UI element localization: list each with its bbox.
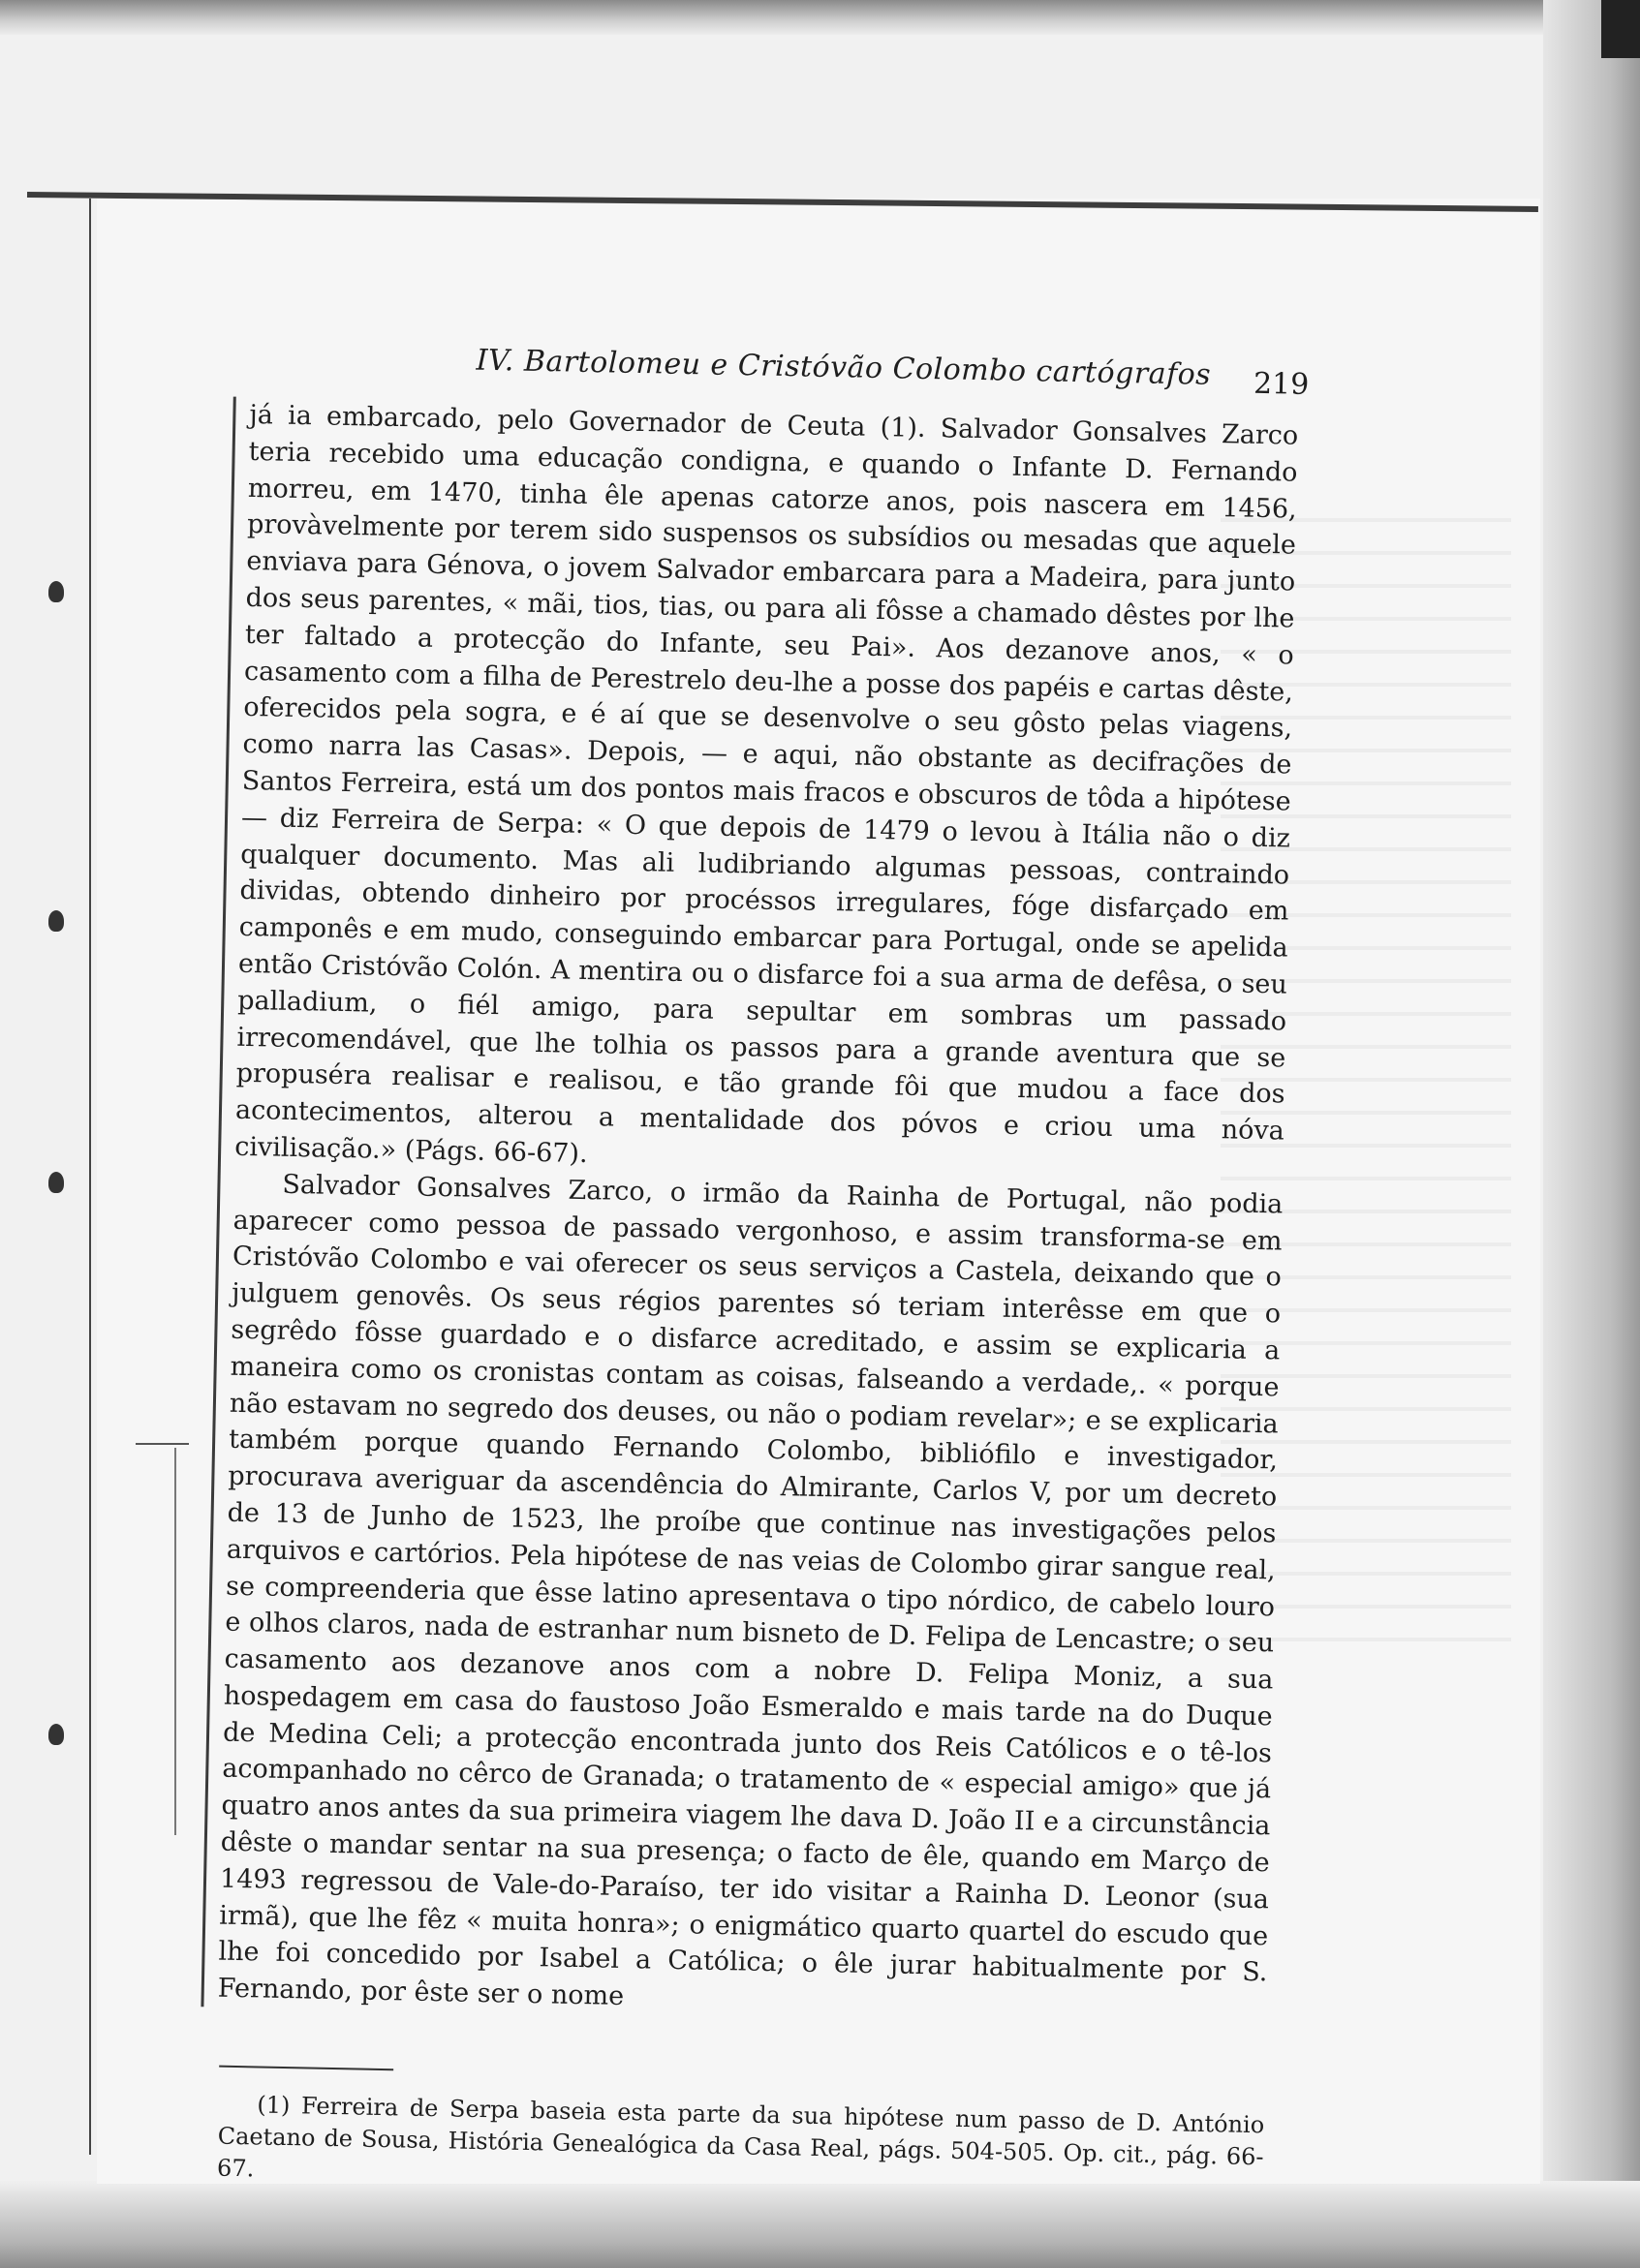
scan-top-edge	[0, 0, 1640, 35]
scan-corner-shadow	[1601, 0, 1640, 58]
running-title: IV. Bartolomeu e Cristóvão Colombo cartógrafos	[476, 343, 1212, 392]
page-content	[216, 339, 1310, 2205]
binding-hole	[48, 910, 64, 932]
margin-bracket-mark	[174, 1448, 176, 1835]
margin-arrow-mark	[136, 1443, 189, 1445]
paragraph: Salvador Gonsalves Zarco, o irmão da Rainha de Portugal, não podia aparecer como pessoa de passado vergonhoso, e assim transforma-se em Cristóvão Colombo e vai oferecer os seus serviços a Castela, deixando que o julguem genovês. Os seus régios parentes só teriam interêsse em que o segrêdo fôsse guardado e o disfarce acreditado, e assim se explicaria a maneira como os cronistas contam as coisas, falseando a verdade,. « porque não estavam no segredo dos deuses, ou não o podiam revelar»; e se explicaria também porque quando Fernando Colombo, bibliófilo e investigador, procurava averiguar da ascendência do Almirante, Carlos V, por um decreto de 13 de Junho de 1523, lhe proíbe que continue nas investigações pelos arquivos e cartórios. Pela hipótese de nas veias de Colombo girar sangue real, se compreenderia que êsse latino apresentava o tipo nórdico, de cabelo louro e olhos claros, nada de estranhar num bisneto de D. Felipa de Lencastre; o seu casamento aos dezanove anos com a nobre D. Felipa Moniz, a sua hospedagem em casa do faustoso João Esmeraldo e mais tarde na do Duque de Medina Celi; a protecção encontrada junto dos Reis Católicos e o tê-los acompanhado no cêrco de Granada; o tratamento de « especial amigo» que já quatro anos antes da sua primeira viagem lhe dava D. João II e a circunstância dêste o mandar sentar na sua presença; o facto de êle, quando em Março de 1493 regressou de Vale-do-Paraíso, ter ido visitar a Rainha D. Leonor (sua irmã), que lhe fêz « muita honra»; o enigmático quarto quartel do escudo que lhe foi concedido por Isabel a Católica; o êle jurar habitualmente por S. Fernando, por êste ser o nome	[217, 1169, 1284, 2012]
footnote-text: (1) Ferreira de Serpa baseia esta parte da sua hipótese num passo de D. António Caetano de Sousa, História Genealógica da Casa Real, págs. 504-505. Op. cit., pág. 66-67.	[216, 2091, 1265, 2183]
binding-hole	[48, 1724, 64, 1745]
page-number: 219	[1253, 366, 1310, 402]
body-text	[201, 397, 1298, 2029]
binding-hole	[48, 1172, 64, 1193]
paragraph: já ia embarcado, pelo Governador de Ceuta (1). Salvador Gonsalves Zarco teria recebido uma educação condigna, e quando o Infante D. Fernando morreu, em 1470, tinha êle apenas catorze anos, pois nascera em 1456, provàvelmente por terem sido suspensos os subsídios ou mesadas que aquele enviava para Génova, o jovem Salvador embarcara para a Madeira, para junto dos seus parentes, « mãi, tios, tias, ou para ali fôsse a chamado dêstes por lhe ter faltado a protecção do Infante, seu Pai». Aos dezanove anos, « o casamento com a filha de Perestrelo deu-lhe a posse dos papéis e cartas dêste, oferecidos pela sogra, e é aí que se desenvolve o seu gôsto pelas viagens, como narra las Casas». Depois, — e aqui, não obstante as decifrações de Santos Ferreira, está um dos pontos mais fracos e obscuros de tôda a hipótese — diz Ferreira de Serpa: « O que depois de 1479 o levou à Itália não o diz qualquer documento. Mas ali ludibriando algumas pessoas, contraindo dividas, obtendo dinheiro por procéssos irregulares, fóge disfarçado em camponês e em mudo, conseguindo embarcar para Portugal, onde se apelida então Cristóvão Colón. A mentira ou o disfarce foi a sua arma de defêsa, o seu palladium, o fiél amigo, para sepultar em sombras um passado irrecomendável, que lhe tolhia os passos para a grande aventura que se propuséra realisar e realisou, e tão grande fôi que mudou a face dos acontecimentos, alterou a mentalidade dos póvos e criou uma nóva civilisação.» (Págs. 66-67).	[233, 399, 1299, 1170]
binding-hole	[48, 581, 64, 602]
binding-holes	[39, 581, 77, 1840]
binding-rule	[89, 199, 91, 2155]
scan-right-edge	[1543, 0, 1640, 2268]
footnote-rule	[219, 2066, 393, 2071]
